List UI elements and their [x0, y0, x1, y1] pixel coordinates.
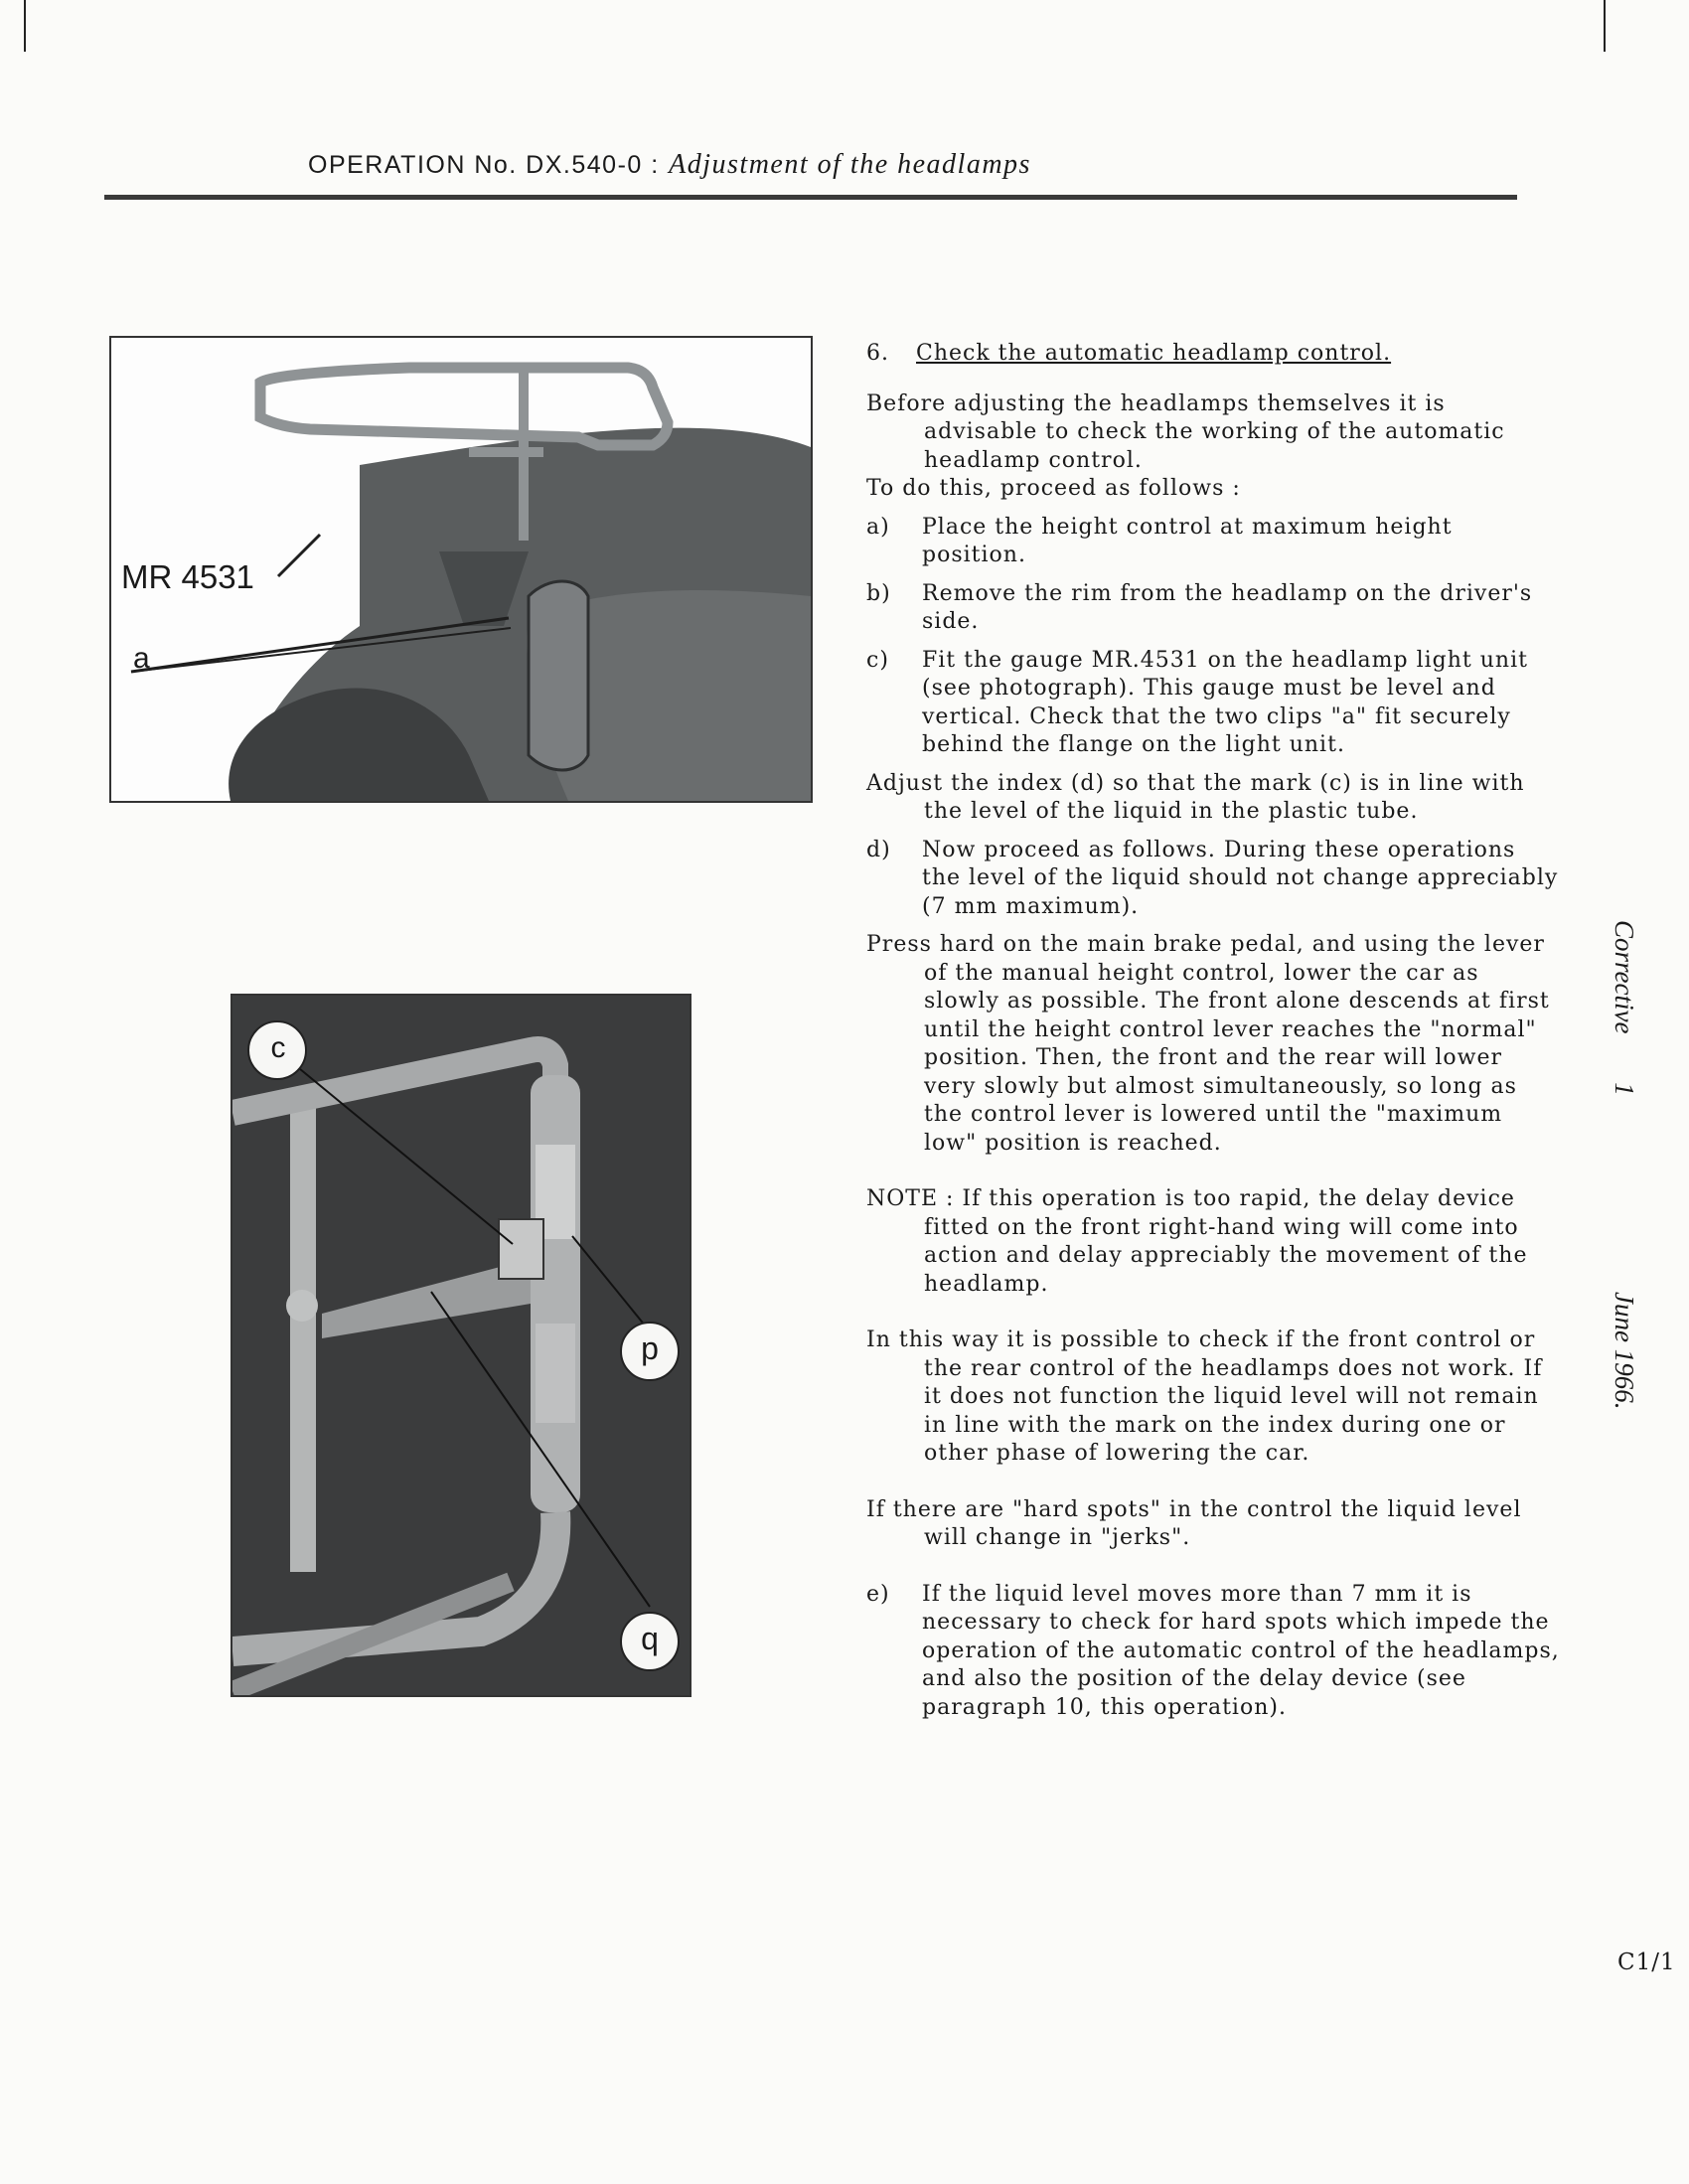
- callout-p: p: [641, 1330, 659, 1366]
- callout-q: q: [641, 1621, 659, 1656]
- list-item-c: [866, 647, 1562, 760]
- scan-edge-mark-left: [24, 0, 26, 52]
- page-number: C1/1: [1617, 1950, 1676, 1975]
- item-b-text: Remove the rim from the headlamp on the driver's side.: [922, 580, 1533, 634]
- date-note: [1609, 1292, 1639, 1409]
- step-title: Check the automatic headlamp control.: [916, 341, 1392, 366]
- hard-spots-paragraph: If there are "hard spots" in the control the liquid level will change in "jerks".: [866, 1496, 1522, 1550]
- callout-a: a: [133, 642, 150, 675]
- photo-level-tube: [230, 994, 691, 1697]
- proceed-paragraph: To do this, proceed as follows :: [866, 476, 1241, 501]
- page-header: [308, 149, 1031, 181]
- operation-title: Adjustment of the headlamps: [669, 149, 1031, 180]
- press-paragraph: Press hard on the main brake pedal, and using the lever of the manual height control, lower the car as slowly as possible. The front alone descends at first until the height control lever reaches the "normal" position. Then, the front and the rear will lower very slowly but almost simultaneously, so long as the control lever is lowered until the "maximum low" position is reached.: [866, 932, 1550, 1156]
- item-d-text: Now proceed as follows. During these operations the level of the liquid should not change appreciably (7 mm maximum).: [922, 837, 1559, 919]
- corrective-label: Corrective: [1610, 920, 1639, 1034]
- instructions-column: [866, 340, 1562, 1732]
- adjust-paragraph: Adjust the index (d) so that the mark (c) is in line with the level of the liquid in the plastic tube.: [866, 770, 1525, 824]
- gauge-label: MR 4531: [121, 558, 254, 595]
- callout-c: c: [270, 1031, 286, 1064]
- photo-gauge-on-headlamp: [109, 336, 813, 803]
- photo-tube-illustration: [232, 996, 690, 1695]
- list-item-a: [866, 514, 1562, 570]
- step-number: 6.: [866, 341, 889, 366]
- item-b-label: b): [866, 580, 891, 606]
- step-heading: [866, 340, 1562, 369]
- note-paragraph: NOTE : If this operation is too rapid, the delay device fitted on the front right-hand wing will come into action and delay appreciably the movement of the headlamp.: [866, 1186, 1528, 1297]
- date-label: June 1966.: [1610, 1292, 1639, 1410]
- item-c-label: c): [866, 647, 889, 673]
- item-c-text: Fit the gauge MR.4531 on the headlamp light unit (see photograph). This gauge must be level and vertical. Check that the two clips "a" fit securely behind the flange on the light unit.: [922, 647, 1528, 757]
- operation-number: OPERATION No. DX.540-0 :: [308, 151, 660, 179]
- item-d-label: d): [866, 837, 891, 862]
- list-item-e: [866, 1581, 1562, 1723]
- intro-paragraph: Before adjusting the headlamps themselves it is advisable to check the working of the automatic headlamp control.: [866, 390, 1505, 473]
- corrective-note: [1609, 920, 1639, 1096]
- item-e-text: If the liquid level moves more than 7 mm it is necessary to check for hard spots which impede the operation of the automatic control of the headlamps, and also the position of the delay device (see paragraph 10, this operation).: [922, 1581, 1560, 1720]
- check-paragraph: In this way it is possible to check if the front control or the rear control of the headlamps does not work. If it does not function the liquid level will not remain in line with the mark on the index during one or other phase of lowering the car.: [866, 1327, 1543, 1466]
- item-a-label: a): [866, 514, 890, 540]
- item-a-text: Place the height control at maximum height position.: [922, 514, 1453, 567]
- list-item-d: [866, 837, 1562, 922]
- list-item-b: [866, 580, 1562, 637]
- corrective-number: 1: [1610, 1082, 1639, 1096]
- scan-edge-mark-right: [1604, 0, 1606, 52]
- header-rule: [104, 195, 1517, 200]
- item-e-label: e): [866, 1581, 890, 1607]
